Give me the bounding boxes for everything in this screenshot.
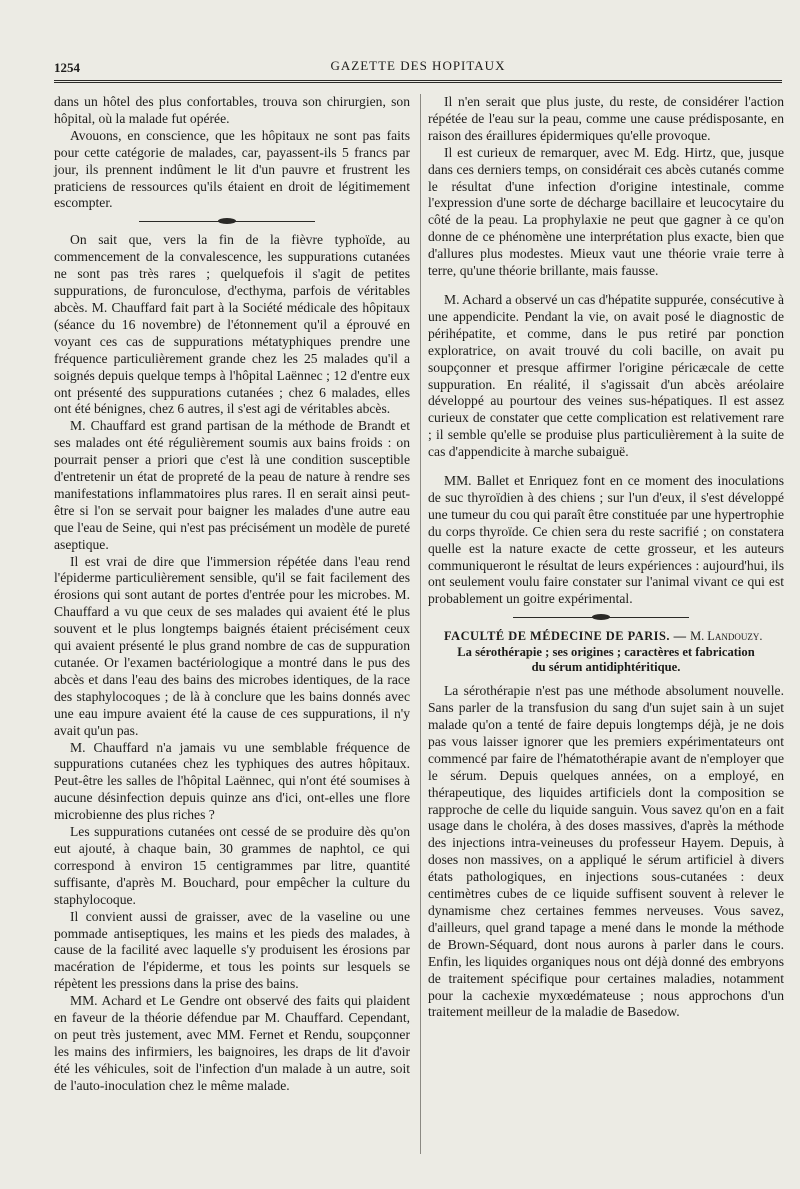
newspaper-title: GAZETTE DES HOPITAUX (330, 58, 506, 73)
paragraph: On sait que, vers la fin de la fièvre typhoïde, au commencement de la convalescence, les suppurations cutanées ne sont pas très rares ; quelquefois il s'agit de petites suppurations, de furonculose, d'ecthyma, parfois de véritables abcès. M. Chauffard fait part à la Société médicale des hôpitaux (séance du 16 novembre) de l'étonnement qu'il a éprouvé en voyant ces cas de suppurations métatyphiques prendre une fréquence particulièrement grande chez les 25 malades qu'il a soignés depuis quelque temps à l'hôpital Laënnec ; 12 d'entre eux ont présenté des suppurations cutanées ; chez 6 malades, elles ont été bénignes, chez 6 autres, il s'est agi de véritables abcès. (54, 232, 410, 417)
page-header (54, 56, 782, 83)
paragraph: M. Chauffard est grand partisan de la méthode de Brandt et ses malades ont été régulièrement soumis aux bains froids : on pourrait penser a priori que c'est là une condition susceptible d'entretenir un état de propreté de la peau de nature à rendre ses manifestations inflammatoires plus rares. Il en serait ainsi peut-être si l'on se servait pour baigner les malades d'une autre eau que l'eau de Seine, qui n'est pas précisément un modèle de pureté aseptique. (54, 418, 410, 552)
subheading-line-1: La sérothérapie ; ses origines ; caractères et fabrication (457, 645, 755, 660)
paragraph: Il n'en serait que plus juste, du reste, de considérer l'action répétée de l'eau sur la peau, comme une cause prédisposante, en raison des éraillures épidermiques qu'elle provoque. (428, 94, 784, 143)
paragraph: Les suppurations cutanées ont cessé de se produire dès qu'on eut ajouté, à chaque bain, 30 grammes de naphtol, ce qui correspond à environ 15 centigrammes par litre, quantité suffisante, d'après M. Bouchard, pour empêcher la culture du staphylocoque. (54, 824, 410, 907)
paragraph: M. Chauffard n'a jamais vu une semblable fréquence de suppurations cutanées chez les typhiques des autres hôpitaux. Peut-être les salles de l'hôpital Laënnec, qui n'ont été soumises à aucune désinfection depuis quinze ans d'ici, ont-elles une flore microbienne des plus riches ? (54, 739, 410, 823)
right-column (428, 94, 784, 1154)
spacer (428, 461, 784, 473)
paragraph: M. Achard a observé un cas d'hépatite suppurée, consécutive à une appendicite. Pendant la vie, on avait posé le diagnostic de périhépatite, et comme, dans le pus retiré par ponction exploratrice, on avait trouvé du coli bacille, on avait pu soupçonner et presque affirmer l'origine péricæcale de cette suppuration. En réalité, il s'agissait d'un abcès aréolaire développé au pourtour des veines sus-hépatiques. Il est assez curieux de constater que cette complication est relativement rare ; il semble qu'elle se produise plus particulièrement à la suite de cas d'appendicite à marche subaiguë. (428, 291, 784, 460)
section-heading (428, 628, 784, 645)
section-author: M. Landouzy. (690, 629, 763, 644)
section-title: FACULTÉ DE MÉDECINE DE PARIS. — (444, 629, 687, 644)
paragraph: Il est curieux de remarquer, avec M. Edg. Hirtz, que, jusque dans ces derniers temps, on considérait ces abcès cutanés comme le résultat d'une infection d'origine intestinale, comme l'expression d'une sorte de décharge bacillaire et leucocytaire du côté de la peau. La prophylaxie ne peut que gagner à ce qu'on donne de ce phénomène une interprétation plus exacte, bien que d'allures plus modestes. Mieux vaut une théorie vraie terre à terre, qu'une théorie brillante, mais fausse. (428, 144, 784, 279)
paragraph: MM. Achard et Le Gendre ont observé des faits qui plaident en faveur de la théorie défendue par M. Chauffard. Cependant, on peut très justement, avec MM. Fernet et Rendu, soupçonner les mains des infirmiers, les baignoires, les draps de lit d'avoir été les véhicules, soit de l'infection d'un malade à un autre, soit de l'auto-inoculation chez le même malade. (54, 993, 410, 1093)
subheading-line-2: du sérum antidiphtéritique. (531, 660, 681, 675)
paragraph: dans un hôtel des plus confortables, trouva son chirurgien, son hôpital, où la malade fut opérée. (54, 94, 410, 126)
paragraph: La sérothérapie n'est pas une méthode absolument nouvelle. Sans parler de la transfusion du sang d'un sujet sain à un sujet malade qu'on a tenté de faire depuis longtemps déjà, je ne dois pas vous laisser ignorer que les premiers expérimentateurs ont commencé par faire de l'hématothérapie avant de n'employer que le sérum. Depuis quelques années, on a employé, en thérapeutique, des liquides artificiels dont la composition se rapproche de celle du liquide sanguin. Vous savez qu'on en a fait usage dans le choléra, à des doses massives, d'après la méthode des injections intra-veineuses du professeur Hayem. Depuis, à doses non massives, on a appliqué le sérum artificiel à divers états pathologiques, en injections sous-cutanées : deux centimètres cubes de ce liquide suffisent souvent à relever le dynamisme chez certaines femmes nerveuses. Vous savez, d'ailleurs, quel grand tapage a mené dans le monde la méthode de Brown-Séquard, dont nous aurons à parler dans le cours. Enfin, les liquides organiques nous ont déjà donné des embryons de traitement spécifique pour certaines maladies, notamment pour la cachexie myxœdémateuse ; nous approchons d'un traitement meilleur de la maladie de Basedow. (428, 683, 784, 1020)
section-divider (54, 212, 410, 232)
paragraph: Avouons, en conscience, que les hôpitaux ne sont pas faits pour cette catégorie de malades, car, payassent-ils 5 francs par jour, ils prennent indûment le lit d'un pauvre et frustrent les praticiens de ressources qu'ils étaient en droit de légitimement escompter. (54, 127, 410, 211)
page-number: 1254 (54, 60, 80, 75)
paragraph: Il est vrai de dire que l'immersion répétée dans l'eau rend l'épiderme particulièrement sensible, qu'il se fait facilement des érosions qui sont autant de portes d'entrée pour les microbes. M. Chauffard a vu que ceux de ses malades qui avaient été le plus souvent et le plus longtemps baignés étaient précisément ceux qui avaient présenté le plus grand nombre de cas de suppuration cutanée. Or l'examen bactériologique a montré dans le pus des abcès et dans l'eau des bains des microbes identiques, de la race des staphylocoques ; de là à conclure que les bains donnés avec une eau impure avaient été la cause de ces suppurations, il n'y avait qu'un pas. (54, 553, 410, 738)
lecture-subheading (428, 645, 784, 675)
section-divider (428, 608, 784, 628)
spacer (428, 280, 784, 292)
left-column (54, 94, 421, 1154)
paragraph: Il convient aussi de graisser, avec de la vaseline ou une pommade antiseptiques, les mains et les pieds des malades, à cause de la facilité avec laquelle s'y produisent les érosions par macération de l'épiderme, et tous les points sur lesquels se répètent les pressions dans la prise des bains. (54, 908, 410, 992)
paragraph: MM. Ballet et Enriquez font en ce moment des inoculations de suc thyroïdien à des chiens ; sur l'un d'eux, il s'est développé une tumeur du cou qui paraît être constituée par une hypertrophie du corps thyroïde. Ce chien sera du reste sacrifié ; on constatera quelle est la nature exacte de cette grosseur, et les auteurs communiqueront le résultat de leurs expériences : aujourd'hui, ils ont seulement voulu faire constater sur l'animal vivant ce qui est probablement un goitre expérimental. (428, 473, 784, 607)
